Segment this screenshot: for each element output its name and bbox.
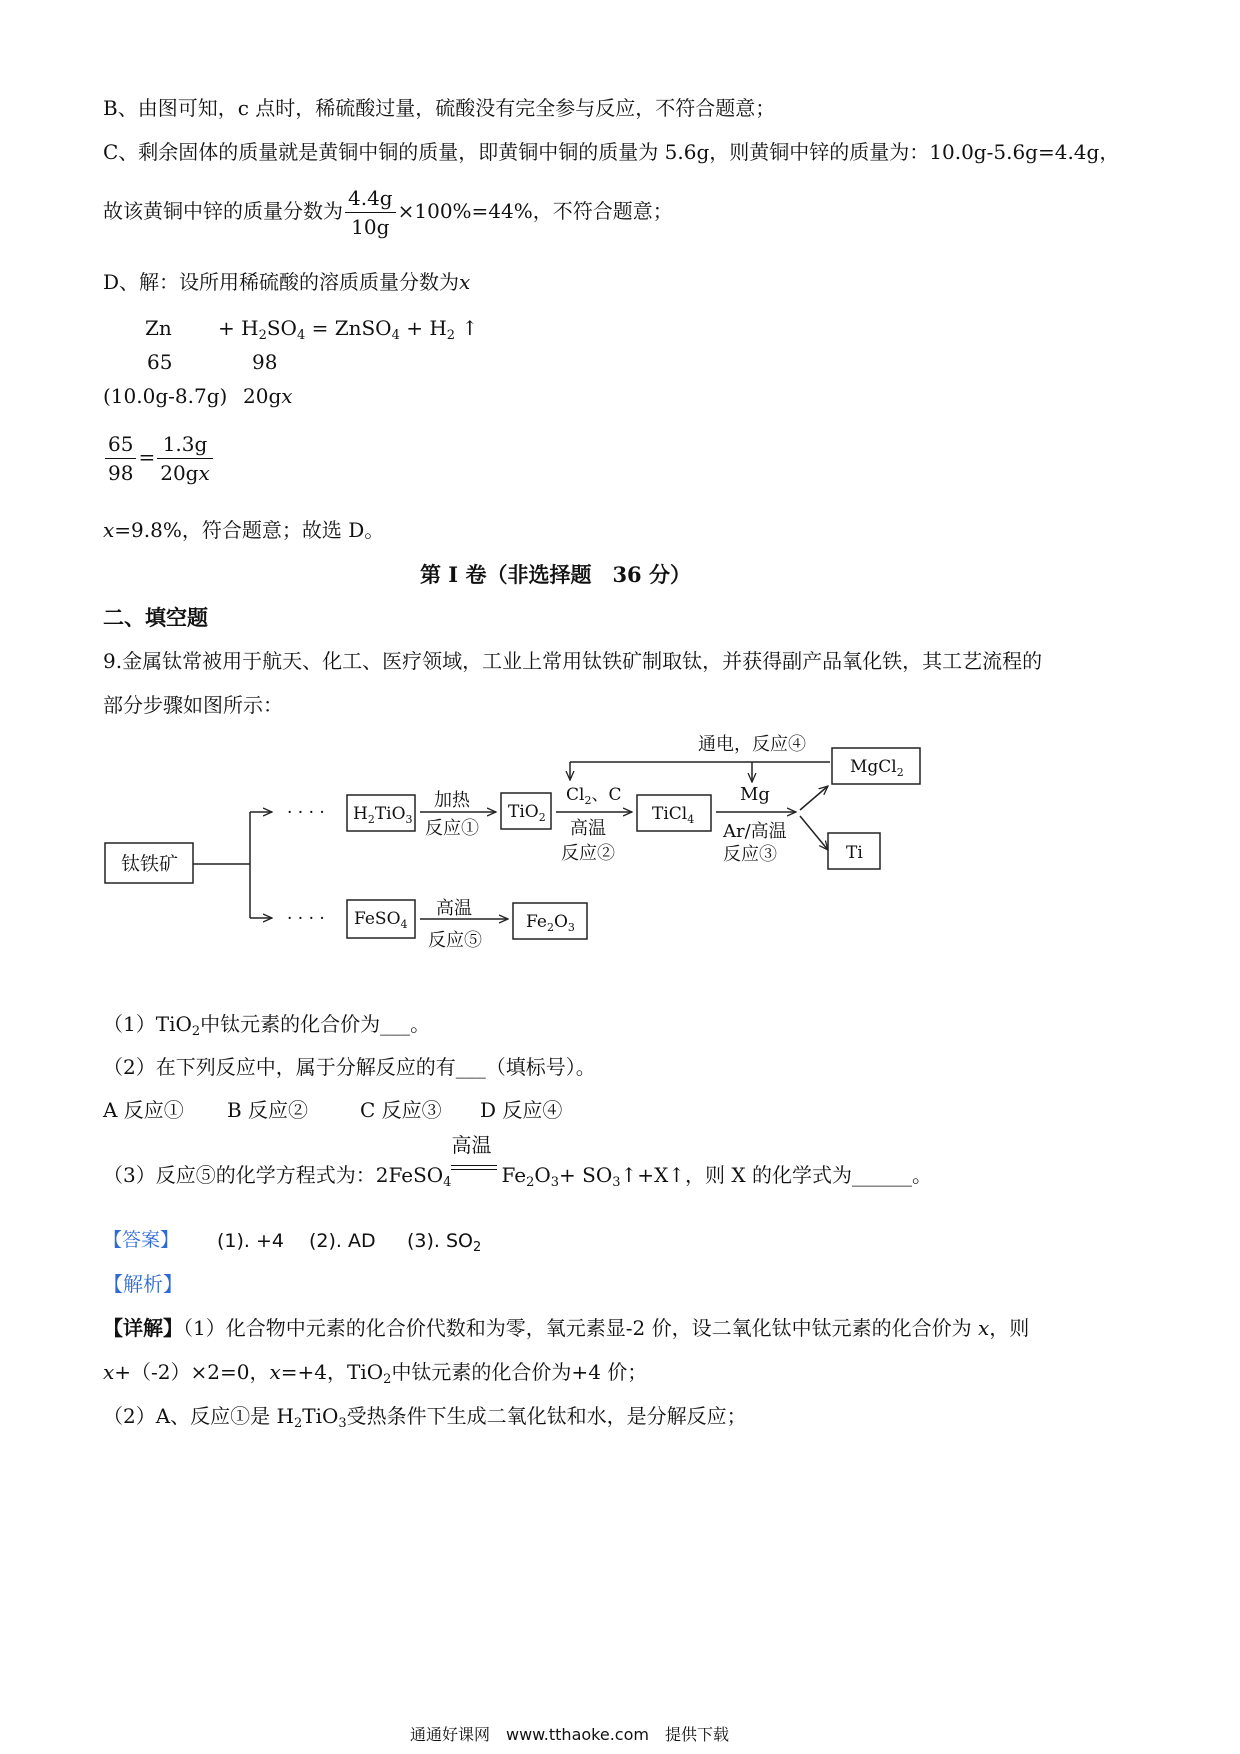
detail-text: +（-2）×2=0， — [114, 1360, 270, 1384]
variable-x: x — [103, 518, 115, 542]
given-h2so4-value: 20g — [243, 384, 282, 408]
h2tio3-label — [353, 804, 413, 826]
answer-tag: 【答案】 — [103, 1229, 180, 1251]
section-heading: 二、填空题 — [103, 605, 208, 630]
sub-question-1 — [103, 1012, 430, 1040]
fraction-denominator: 10g — [351, 215, 390, 239]
answer-line — [103, 1229, 179, 1252]
condition-cl2c — [566, 785, 621, 807]
formula-sub: 2 — [896, 766, 904, 779]
eq-sub: 4 — [391, 328, 400, 343]
q3-sub: 3 — [612, 1175, 621, 1190]
formula-sub: 2 — [584, 794, 592, 807]
mass-zn: 65 — [147, 350, 173, 374]
detail-sub: 2 — [293, 1416, 303, 1431]
fraction-denominator: 98 — [108, 461, 134, 485]
condition-high-temp-2: 高温 — [436, 898, 472, 919]
q3-rhs: Fe — [501, 1163, 527, 1187]
eq-sub: 4 — [296, 328, 306, 343]
analysis-tag: 【解析】 — [103, 1272, 183, 1296]
detail-tag: 【详解】 — [103, 1316, 183, 1340]
choice-d: D 反应④ — [480, 1098, 563, 1122]
eq-plus-h: + H — [218, 316, 259, 340]
choice-c: C 反应③ — [360, 1098, 442, 1122]
eq-sub: 2 — [446, 328, 456, 343]
formula-part: Cl — [566, 785, 585, 805]
option-c-prefix: 故该黄铜中锌的质量分数为 — [103, 199, 343, 223]
choice-b: B 反应② — [227, 1098, 309, 1122]
formula-part: 、C — [591, 785, 622, 805]
feso4-label — [354, 909, 408, 931]
detail-text: （2）A、反应①是 H — [103, 1404, 294, 1428]
variable-x: x — [103, 1360, 115, 1384]
dots-upper: · · · · — [287, 803, 325, 823]
equal-sign — [451, 1165, 497, 1170]
formula-part: H — [353, 804, 368, 824]
variable-x: x — [281, 384, 293, 408]
condition-r3: 反应③ — [723, 844, 777, 865]
eq-zn: Zn — [145, 316, 172, 340]
ti-label: Ti — [846, 843, 863, 863]
option-c-text: C、剩余固体的质量就是黄铜中铜的质量，即黄铜中铜的质量为 5.6g，则黄铜中锌的质量为：10.0g-5.6g=4.4g， — [103, 140, 1120, 164]
formula-sub: 4 — [400, 918, 408, 931]
q3-sub: 4 — [443, 1175, 452, 1190]
sub-question-2: （2）在下列反应中，属于分解反应的有___（填标号）。 — [103, 1055, 596, 1079]
detail-text: （1）化合物中元素的化合价代数和为零，氧元素显-2 价，设二氧化钛中钛元素的化合价为 — [183, 1316, 972, 1340]
detail-text: =+4，TiO — [280, 1360, 384, 1384]
detail-line-3 — [103, 1404, 747, 1432]
fraction-numerator: 4.4g — [345, 186, 396, 213]
detail-line-2 — [103, 1360, 647, 1388]
option-c-suffix: ×100%=44%，不符合题意； — [397, 199, 673, 223]
formula-sub: 2 — [538, 811, 546, 824]
variable-x: x — [269, 1360, 281, 1384]
option-b-text: B、由图可知，c 点时，稀硫酸过量，硫酸没有完全参与反应，不符合题意； — [103, 96, 776, 120]
condition-r5: 反应⑤ — [428, 930, 482, 951]
page-footer: 通通好课网 www.tthaoke.com 提供下载 — [410, 1725, 729, 1744]
question-line-2: 部分步骤如图所示： — [103, 693, 283, 717]
q3-sub: 3 — [550, 1175, 560, 1190]
formula-sub: 4 — [687, 813, 695, 826]
answer-1: (1). +4 — [217, 1230, 285, 1252]
variable-x: x — [977, 1316, 990, 1340]
condition-heat: 加热 — [434, 790, 470, 811]
q3-rhs: ↑+X↑，则 X 的化学式为______。 — [620, 1163, 933, 1187]
q3-sub: 2 — [526, 1175, 535, 1190]
detail-text: 受热条件下生成二氧化钛和水，是分解反应； — [346, 1404, 747, 1428]
condition-r1: 反应① — [425, 818, 479, 839]
den-value: 20g — [160, 461, 199, 485]
q3-rhs: + SO — [559, 1163, 613, 1187]
mass-h2so4: 98 — [252, 350, 278, 374]
formula-part: MgCl — [850, 757, 897, 777]
q1-prefix: （1）TiO — [103, 1012, 192, 1036]
ratio-equation: $\frac{65}{98}$ = $\frac{1.3g}{20gx}$ — [103, 432, 215, 485]
mgcl2-label — [850, 757, 904, 779]
condition-r2: 反应② — [561, 843, 615, 864]
choice-a: A 反应① — [103, 1098, 184, 1122]
answer-2: (2). AD — [309, 1230, 376, 1252]
eq-plus-h2: + H — [399, 316, 447, 340]
sub-question-3 — [103, 1133, 933, 1191]
eq-up-arrow: ↑ — [461, 316, 479, 340]
conclusion-text: =9.8%，符合题意；故选 D。 — [114, 518, 385, 542]
ticl4-label — [652, 804, 694, 826]
detail-text: ，则 — [989, 1316, 1030, 1340]
condition-ar: Ar/高温 — [723, 821, 787, 842]
eq-so: SO — [266, 316, 297, 340]
formula-part: Fe — [526, 912, 547, 932]
detail-text: 中钛元素的化合价为+4 价； — [391, 1360, 648, 1384]
eq-sub: 2 — [258, 328, 267, 343]
q3-rhs: O — [534, 1163, 551, 1187]
condition-high-temp: 高温 — [570, 818, 606, 839]
eq-znso: = ZnSO — [305, 316, 392, 340]
q1-suffix: 中钛元素的化合价为___。 — [200, 1012, 431, 1036]
fe2o3-label — [526, 912, 575, 934]
formula-part: TiCl — [652, 804, 688, 824]
variable-x: x — [198, 461, 210, 485]
detail-text: TiO — [302, 1404, 339, 1428]
question-line-1: 9.金属钛常被用于航天、化工、医疗领域，工业上常用钛铁矿制取钛，并获得副产品氧化铁，其工艺流程的 — [103, 649, 1043, 673]
detail-line-1 — [103, 1316, 1029, 1340]
answer-3-sub: 2 — [473, 1240, 482, 1255]
formula-sub: 3 — [567, 921, 575, 934]
formula-part: TiO — [374, 804, 406, 824]
fraction-numerator: 1.3g — [157, 432, 213, 459]
dots-lower: · · · · — [287, 909, 325, 929]
fraction-numerator: 65 — [105, 432, 136, 459]
given-zn: (10.0g-8.7g) — [103, 384, 228, 408]
formula-sub: 2 — [546, 921, 554, 934]
formula-part: FeSO — [354, 909, 401, 929]
reaction-condition — [451, 1133, 501, 1187]
condition-mg: Mg — [740, 784, 770, 805]
condition-label: 高温 — [451, 1133, 492, 1157]
formula-sub: 3 — [405, 813, 413, 826]
tio2-label — [508, 802, 546, 824]
formula-part: O — [553, 912, 568, 932]
detail-sub: 3 — [338, 1416, 347, 1431]
formula-part: TiO — [508, 802, 539, 822]
answer-3 — [407, 1230, 481, 1256]
formula-sub: 2 — [367, 813, 375, 826]
option-d-label: D、解：设所用稀硫酸的溶质质量分数为 — [103, 270, 460, 294]
section-title: 第 I 卷（非选择题 36 分） — [420, 562, 691, 587]
ore-label: 钛铁矿 — [121, 853, 179, 875]
variable-x: x — [459, 270, 471, 294]
q3-prefix: （3）反应⑤的化学方程式为：2FeSO — [103, 1163, 444, 1187]
q1-sub: 2 — [191, 1024, 201, 1039]
detail-sub: 2 — [383, 1372, 392, 1387]
condition-electrify: 通电，反应④ — [698, 734, 806, 755]
answer-3-text: (3). SO — [407, 1230, 474, 1252]
